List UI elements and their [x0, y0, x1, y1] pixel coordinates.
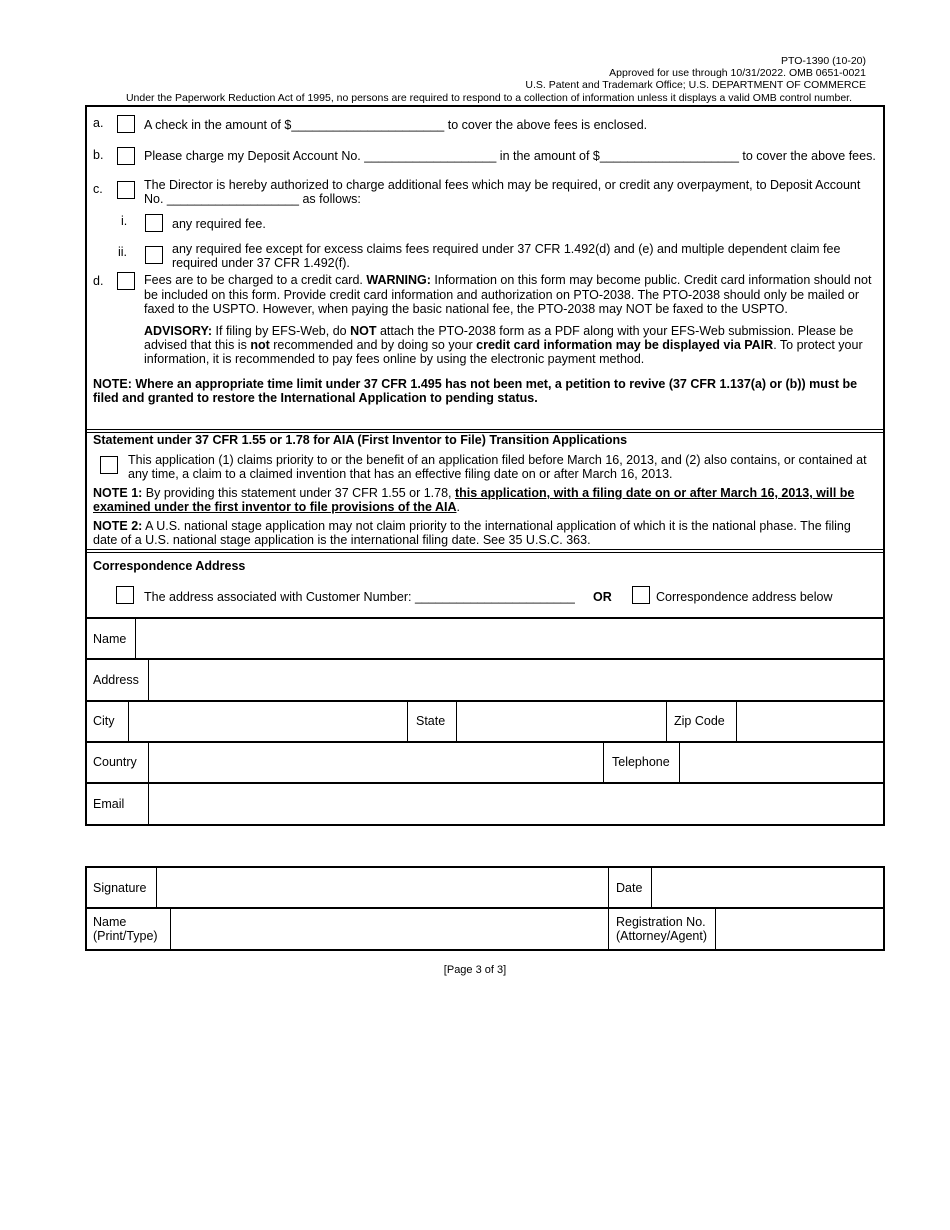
grid-line	[608, 867, 609, 907]
zip-field[interactable]	[737, 703, 882, 739]
form-number: PTO-1390 (10-20)	[780, 55, 866, 67]
grid-line	[603, 742, 604, 782]
zip-label: Zip Code	[674, 714, 725, 728]
credit-card-checkbox[interactable]	[117, 272, 135, 290]
aia-note2-line-1: NOTE 2: A U.S. national stage application may not claim priority to the international application of which it is the national phase. The filing	[93, 519, 851, 533]
country-label: Country	[93, 755, 137, 769]
correspondence-title: Correspondence Address	[93, 559, 246, 573]
aia-title: Statement under 37 CFR 1.55 or 1.78 for AIA (First Inventor to File) Transition Applications	[93, 433, 628, 447]
address-label: Address	[93, 673, 139, 687]
telephone-label: Telephone	[612, 755, 670, 769]
paperwork-notice: Under the Paperwork Reduction Act of 1995, no persons are required to respond to a collection of information unless it displays a valid OMB control number.	[125, 92, 853, 104]
item-a-text: A check in the amount of $______________________ to cover the above fees is enclosed.	[144, 118, 648, 132]
aia-text-2: any time, a claim to a claimed invention that has an effective filing date on or after March 16, 2013.	[128, 467, 673, 481]
item-cii-text-2: required under 37 CFR 1.492(f).	[172, 256, 350, 270]
item-c-text-2: No. ___________________ as follows:	[144, 192, 361, 206]
item-ci-text: any required fee.	[172, 217, 266, 231]
director-authorized-checkbox[interactable]	[117, 181, 135, 199]
signature-field[interactable]	[157, 869, 607, 905]
print-name-label-2: (Print/Type)	[93, 929, 158, 943]
item-c-text-1: The Director is hereby authorized to charge additional fees which may be required, or credit any overpayment, to Deposit Account	[144, 178, 861, 192]
item-d-text-3: faxed to the USPTO. However, when paying the basic national fee, the PTO-2038 may NOT be faxed to the USPTO.	[144, 302, 788, 316]
item-cii-label: ii.	[118, 245, 128, 259]
item-c-label: c.	[93, 182, 103, 196]
item-cii-text-1: any required fee except for excess claims fees required under 37 CFR 1.492(d) and (e) and multiple dependent claim fee	[172, 242, 841, 256]
fee-except-excess-checkbox[interactable]	[145, 246, 163, 264]
revive-note-2: filed and granted to restore the International Application to pending status.	[93, 391, 538, 405]
grid-line	[608, 908, 609, 950]
customer-number-checkbox[interactable]	[116, 586, 134, 604]
registration-label-1: Registration No.	[616, 915, 706, 929]
aia-text-1: This application (1) claims priority to or the benefit of an application filed before March 16, 2013, and (2) also contains, or contained at	[128, 453, 867, 467]
revive-note-1: NOTE: Where an appropriate time limit under 37 CFR 1.495 has not been met, a petition to revive (37 CFR 1.137(a) or (b)) must be	[93, 377, 858, 391]
date-field[interactable]	[652, 869, 882, 905]
grid-line	[85, 782, 885, 784]
address-field[interactable]	[149, 661, 882, 698]
aia-statement-checkbox[interactable]	[100, 456, 118, 474]
item-b-text: Please charge my Deposit Account No. ___________________ in the amount of $____________________ to cover the above fees.	[144, 149, 876, 163]
state-label: State	[416, 714, 446, 728]
address-below-text: Correspondence address below	[656, 590, 833, 604]
state-field[interactable]	[457, 703, 665, 739]
deposit-account-checkbox[interactable]	[117, 147, 135, 165]
city-field[interactable]	[129, 703, 406, 739]
item-ci-label: i.	[121, 214, 128, 228]
email-label: Email	[93, 797, 125, 811]
advisory-line-3: information, it is recommended to pay fees online by using the electronic payment method.	[144, 352, 645, 366]
aia-note1-line-2: examined under the first inventor to file provisions of the AIA.	[93, 500, 460, 514]
grid-line	[85, 907, 885, 909]
aia-note2-line-2: date of a U.S. national stage application is the international filing date. See 35 U.S.C. 363.	[93, 533, 591, 547]
advisory-line-1: ADVISORY: If filing by EFS-Web, do NOT attach the PTO-2038 form as a PDF along with your EFS-Web submission. Please be	[144, 324, 854, 338]
date-label: Date	[616, 881, 643, 895]
name-field[interactable]	[136, 620, 882, 657]
grid-line	[85, 658, 885, 660]
agency-text: U.S. Patent and Trademark Office; U.S. DEPARTMENT OF COMMERCE	[525, 79, 866, 91]
item-d-text-2: be included on this form. Provide credit card information and authorization on PTO-2038. The PTO-2038 should only be mailed or	[144, 288, 859, 302]
advisory-line-2: advised that this is not recommended and by doing so your credit card information may be displayed via PAIR. To protect your	[144, 338, 863, 352]
section-divider	[85, 549, 885, 553]
name-label: Name	[93, 632, 127, 646]
email-field[interactable]	[149, 785, 882, 823]
item-a-label: a.	[93, 116, 104, 130]
or-label: OR	[593, 590, 612, 604]
registration-field[interactable]	[716, 910, 882, 948]
grid-line	[85, 617, 885, 619]
signature-label: Signature	[93, 881, 147, 895]
grid-line	[407, 701, 408, 741]
aia-note1-line-1: NOTE 1: By providing this statement under 37 CFR 1.55 or 1.78, this application, with a filing date on or after March 16, 2013, will be	[93, 486, 855, 500]
customer-number-text: The address associated with Customer Number: _______________________	[144, 590, 575, 604]
grid-line	[85, 741, 885, 743]
approval-text: Approved for use through 10/31/2022. OMB 0651-0021	[609, 67, 866, 79]
grid-line	[85, 700, 885, 702]
print-name-field[interactable]	[171, 910, 607, 948]
city-label: City	[93, 714, 115, 728]
item-b-label: b.	[93, 148, 104, 162]
country-field[interactable]	[149, 744, 603, 780]
check-enclosed-checkbox[interactable]	[117, 115, 135, 133]
any-required-fee-checkbox[interactable]	[145, 214, 163, 232]
address-below-checkbox[interactable]	[632, 586, 650, 604]
print-name-label-1: Name	[93, 915, 127, 929]
grid-line	[666, 701, 667, 741]
registration-label-2: (Attorney/Agent)	[616, 929, 708, 943]
item-d-label: d.	[93, 274, 104, 288]
page-number: [Page 3 of 3]	[443, 964, 507, 976]
item-d-text-1: Fees are to be charged to a credit card. WARNING: Information on this form may become public. Credit card information should not	[144, 273, 872, 287]
telephone-field[interactable]	[680, 744, 882, 780]
